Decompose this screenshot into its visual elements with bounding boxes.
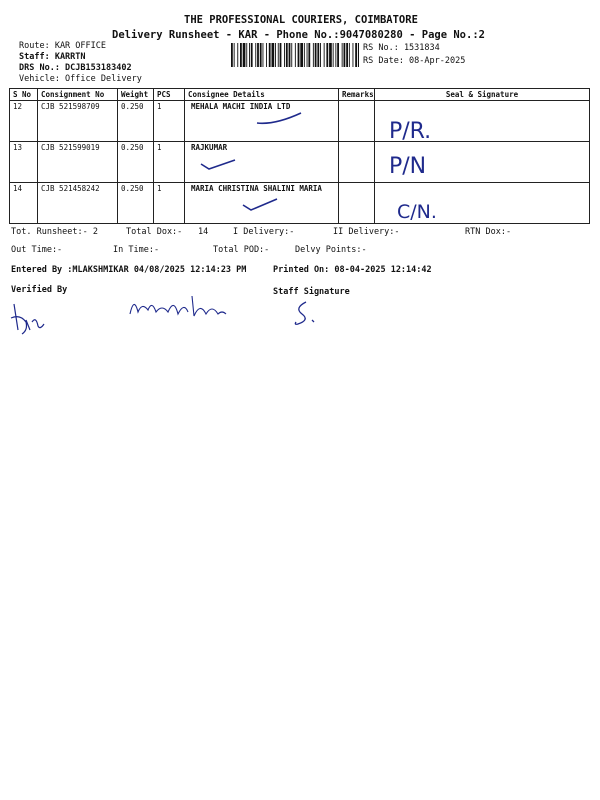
cell-signature	[375, 142, 590, 183]
tick-mark	[241, 195, 281, 215]
cell-sno: 13	[10, 142, 38, 183]
cell-consignment: CJB 521599019	[38, 142, 118, 183]
cell-weight: 0.250	[118, 183, 154, 224]
col-remarks: Remarks	[339, 89, 375, 101]
consignee-name: MEHALA MACHI INDIA LTD	[191, 102, 291, 111]
cell-sno: 12	[10, 101, 38, 142]
staff-signature-label: Staff Signature	[273, 287, 350, 297]
table-header-row	[10, 89, 590, 101]
staff: Staff: KARRTN	[19, 52, 86, 62]
col-weight: Weight	[118, 89, 154, 101]
table-row	[10, 183, 590, 224]
staff-signature	[290, 298, 320, 328]
delivery-points: Delvy Points:-	[295, 245, 367, 255]
rs-number: RS No.: 1531834	[363, 43, 440, 53]
verified-by-signature	[8, 300, 48, 340]
cell-consignee	[185, 142, 339, 183]
total-dox-value: 14	[198, 227, 209, 237]
consignee-name: RAJKUMAR	[191, 143, 228, 152]
col-signature: Seal & Signature	[375, 89, 590, 101]
rtn-dox: RTN Dox:-	[465, 227, 512, 237]
cell-consignee	[185, 183, 339, 224]
cell-pcs: 1	[154, 183, 185, 224]
cell-signature	[375, 183, 590, 224]
tick-mark	[255, 109, 305, 129]
table-row	[10, 142, 590, 183]
cell-remarks	[339, 183, 375, 224]
col-sno: S No	[10, 89, 38, 101]
cell-sno: 14	[10, 183, 38, 224]
route: Route: KAR OFFICE	[19, 41, 106, 51]
barcode-image	[231, 43, 359, 67]
tick-mark	[199, 154, 239, 174]
col-consignee: Consignee Details	[185, 89, 339, 101]
tot-runsheet: Tot. Runsheet:- 2	[11, 227, 98, 237]
cell-consignee	[185, 101, 339, 142]
handwritten-signature: C/N.	[397, 201, 437, 223]
total-dox-label: Total Dox:-	[126, 227, 183, 237]
cell-consignment: CJB 521458242	[38, 183, 118, 224]
i-delivery: I Delivery:-	[233, 227, 295, 237]
receiver-signature	[128, 292, 228, 322]
table-row	[10, 101, 590, 142]
handwritten-signature: P/R.	[389, 119, 432, 142]
rs-date: RS Date: 08-Apr-2025	[363, 56, 466, 66]
company-title: THE PROFESSIONAL COURIERS, COIMBATORE	[184, 14, 418, 26]
vehicle: Vehicle: Office Delivery	[19, 74, 142, 84]
runsheet-table	[9, 88, 590, 224]
cell-pcs: 1	[154, 101, 185, 142]
cell-weight: 0.250	[118, 101, 154, 142]
out-time: Out Time:-	[11, 245, 63, 255]
printed-on: Printed On: 08-04-2025 12:14:42	[273, 265, 432, 275]
cell-consignment: CJB 521598709	[38, 101, 118, 142]
drs-number: DRS No.: DCJB153183402	[19, 63, 132, 73]
cell-signature	[375, 101, 590, 142]
consignee-name: MARIA CHRISTINA SHALINI MARIA	[191, 184, 322, 193]
entered-by: Entered By :MLAKSHMIKAR 04/08/2025 12:14:23 PM	[11, 265, 247, 275]
cell-remarks	[339, 142, 375, 183]
handwritten-signature: P/N	[389, 154, 427, 179]
in-time: In Time:-	[113, 245, 160, 255]
cell-weight: 0.250	[118, 142, 154, 183]
ii-delivery: II Delivery:-	[333, 227, 400, 237]
col-consignment: Consignment No	[38, 89, 118, 101]
cell-pcs: 1	[154, 142, 185, 183]
cell-remarks	[339, 101, 375, 142]
total-pod: Total POD:-	[213, 245, 270, 255]
runsheet-subtitle: Delivery Runsheet - KAR - Phone No.:9047080280 - Page No.:2	[112, 29, 485, 41]
verified-by-label: Verified By	[11, 285, 68, 295]
col-pcs: PCS	[154, 89, 185, 101]
